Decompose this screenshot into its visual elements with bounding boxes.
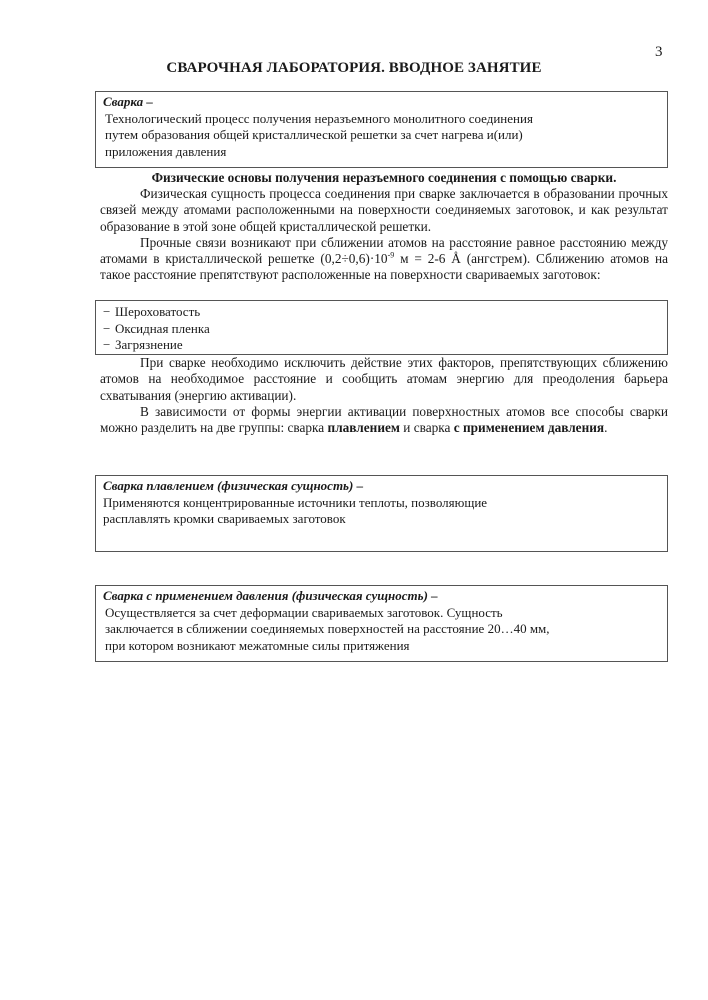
dash-icon: −	[103, 337, 111, 352]
definition-line: Технологический процесс получения неразъемного монолитного соединения	[105, 110, 533, 126]
page-title: СВАРОЧНАЯ ЛАБОРАТОРИЯ. ВВОДНОЕ ЗАНЯТИЕ	[166, 60, 542, 76]
section-heading: Физические основы получения неразъемного соединения с помощью сварки.	[151, 170, 617, 185]
pressure-line: при котором возникают межатомные силы притяжения	[105, 637, 410, 653]
pressure-welding-box	[95, 585, 668, 662]
fusion-welding-box	[95, 475, 668, 552]
factor-item	[103, 304, 660, 321]
paragraph-4-text: В зависимости от формы энергии активации поверхностных атомов все способы сварки можно разделить на две группы: сварка	[100, 403, 668, 436]
pressure-term: с применением давления	[453, 420, 605, 436]
paragraph-2	[100, 235, 668, 284]
paragraph-2-text-cont: м = 2-6 Å (ангстрем). Сближению атомов на такое расстояние препятствуют расположенные на поверхности свариваемых заготовок:	[100, 251, 669, 283]
page-number: 3	[655, 44, 663, 60]
definition-box	[95, 91, 668, 168]
intro-text	[100, 186, 668, 284]
paragraph-2-text: Прочные связи возникают при сближении атомов на расстояние равное расстоянию между атомами в кристаллической решетке (0,2÷0,6)·10	[100, 234, 668, 267]
paragraph-4	[100, 404, 668, 437]
factor-label: Шероховатость	[115, 304, 201, 319]
body-text	[100, 355, 668, 436]
definition-line: путем образования общей кристаллической решетки за счет нагрева и(или)	[105, 127, 523, 142]
exponent: -9	[387, 250, 395, 260]
paragraph-3: При сварке необходимо исключить действие этих факторов, препятствующих сближению атомов на необходимое расстояние и сообщить атомам энергию для преодоления барьера схватывания (энергию активации).	[100, 355, 668, 403]
paragraph-1: Физическая сущность процесса соединения при сварке заключается в образовании прочных связей между атомами расположенными на поверхности соединяемых заготовок, и как результат образование в этой зоне общей кристаллической решетки.	[100, 186, 668, 234]
fusion-line: расплавлять кромки свариваемых заготовок	[103, 511, 346, 526]
fusion-term: плавлением	[327, 420, 400, 436]
pressure-line: заключается в сближении соединяемых поверхностей на расстояние 20…40 мм,	[105, 621, 550, 636]
fusion-line: Применяются концентрированные источники теплоты, позволяющие	[103, 494, 488, 510]
fusion-heading: Сварка плавлением (физическая сущность) –	[103, 478, 364, 493]
dash-icon: −	[103, 304, 111, 319]
factor-label: Загрязнение	[115, 337, 183, 352]
dash-icon: −	[103, 320, 111, 336]
definition-line: приложения давления	[105, 143, 227, 159]
factor-label: Оксидная пленка	[115, 320, 210, 336]
pressure-line: Осуществляется за счет деформации свариваемых заготовок. Сущность	[105, 604, 503, 620]
definition-heading: Сварка –	[103, 94, 153, 109]
factors-box	[95, 300, 668, 355]
factor-item	[103, 321, 660, 338]
paragraph-4-end: .	[604, 420, 608, 436]
pressure-heading: Сварка с применением давления (физическая сущность) –	[103, 588, 438, 603]
paragraph-4-mid: и сварка	[399, 420, 454, 436]
factor-item	[103, 337, 660, 354]
